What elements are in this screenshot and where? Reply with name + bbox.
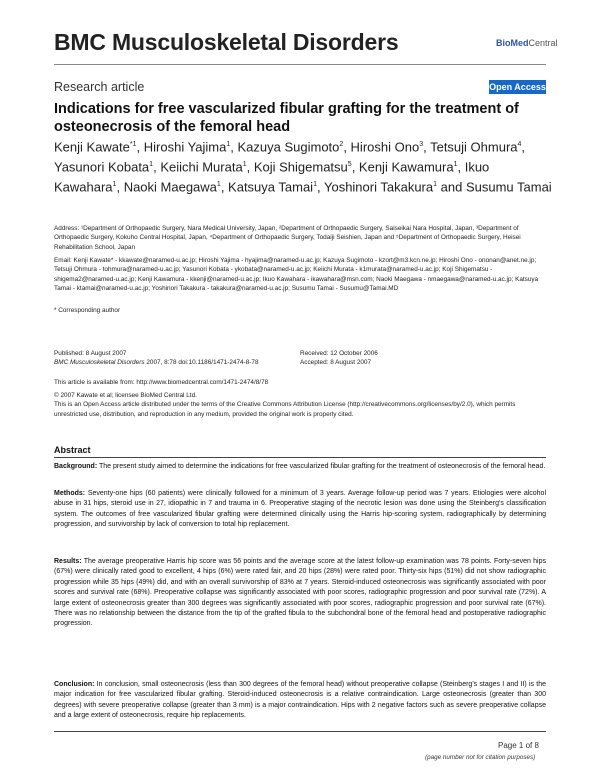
copyright-block [54,391,549,419]
author-affiliation: 1 [242,160,247,168]
author-name: Hiroshi Yajima [143,139,227,155]
author-name: Kazuya Sugimoto [237,139,340,155]
journal-title: BMC Musculoskeletal Disorders [54,29,399,55]
author-affiliation: 1 [149,160,154,168]
author-name: Kenji Kawate [54,139,130,155]
article-type: Research article [54,80,145,94]
author-affiliation: 1 [433,180,438,188]
author-affiliation: 1 [112,180,117,188]
abstract-results [54,557,546,630]
author-affiliation: 1 [216,180,221,188]
affiliations: Address: ¹Department of Orthopaedic Surgery, Nara Medical University, Japan, ²Department of Orthopaedic Surgery, Saiseikai Nara Hospital, Japan, ³Department of Orthopaedic Surgery, Kokuho Central Hospital, Japan, ⁴Department of Orthopaedic Surgery, Todaiji Seishien, Japan and ⁵Department of Orthopaedic Surgery, Heisei Rehabilitation School, Japan [54,225,521,251]
logo-brand: BioMed [496,38,529,48]
article-title: Indications for free vascularized fibular grafting for the treatment of osteonecrosis of the femoral head [54,101,519,135]
author-and: and [437,178,466,194]
published-date: Published: 8 August 2007 [54,350,127,357]
copyright-line: © 2007 Kawate et al; licensee BioMed Central Ltd. [54,392,197,399]
abstract-methods [54,489,546,531]
author-name: Susumu Tamai [465,178,552,194]
author-name: Yoshinori Takakura [323,178,434,194]
author-affiliation: 1 [453,160,458,168]
methods-text: Seventy-one hips (60 patients) were clinically followed for a minimum of 3 years. Average follow-up period was 7 years. Etiologies were alcohol abuse in 31 hips, steroid use in 27, idiopathic in 7 and trauma in 6. Preoperative staging of the necrotic lesion was done using the Steinberg's classification system. The outcomes of free vascularized fibular grafting were determined clinically using the Harris hip-scoring system, radiographically by determining progression, and survivorship by lack of conversion to total hip replacement. [54,490,546,529]
citation-details: 2007, 8:78 doi:10.1186/1471-2474-8-78 [144,359,259,367]
author-name: Hiroshi Ono [350,139,420,155]
methods-label: Methods: [54,490,86,497]
availability-link[interactable]: This article is available from: http://www.biomedcentral.com/1471-2474/8/78 [54,379,269,386]
biomed-central-logo [496,38,558,48]
license-text: This is an Open Access article distributed under the terms of the Creative Commons Attribution License (http://creativecommons.org/licenses/by/2.0), which permits unrestricted use, distribution, and reproduction in any medium, provided the original work is properly cited. [54,401,516,418]
page-note: (page number not for citation purposes) [425,754,536,761]
abstract-bottom-rule [54,731,546,732]
author-name: Tetsuji Ohmura [430,139,518,155]
author-name: Kenji Kawamura [358,159,454,175]
author-affiliation: 4 [517,141,522,148]
conclusion-text: In conclusion, small osteonecrosis (less than 300 degrees of the femoral head) without preoperative collapse (Steinberg's stages I and II) is the major indication for free vascularized fibular grafting. Steroid-induced osteonecrosis is a relative contraindication. Large osteonecrosis (greater than 300 degrees) with severe preoperative collapse (greater than 3 mm) is a major contraindication. Hips with 2 negative factors such as severe preoperative collapse and a large extent of osteonecrosis, require hip replacements. [54,681,546,720]
submission-dates [300,349,500,368]
conclusion-label: Conclusion: [54,681,95,688]
results-label: Results: [54,558,82,565]
open-access-badge: Open Access [489,82,546,92]
author-affiliation: 2 [339,141,344,148]
author-name: Yasunori Kobata [54,159,150,175]
abstract-conclusion [54,680,546,722]
results-text: The average preoperative Harris hip score was 56 points and the average score at the latest follow-up examination was 78 points. Forty-seven hips (67%) were clinically rated good to excellent, 4 hips (6%) were rated fair, and 20 hips (28%) were rated poor. Thirty-six hips (51%) did not show radiographic progression while 35 hips (49%) did, and with an overall survivorship of 83% at 7 years. Steroid-induced osteonecrosis was significantly associated with poor scores and survival rate (68%). Preoperative collapse was significantly associated with poor scores, radiographic progression and poor survival rate (72%). A large extent of osteonecrosis greater than 300 degrees was significantly associated with poor scores, radiographic progression and poor survival rate (67%). There was no relationship between the distance from the tip of the grafted fibula to the subchondral bone of the femoral head and postoperative radiographic progression. [54,558,546,628]
abstract-top-rule [54,457,546,458]
citation-journal: BMC Musculoskeletal Disorders [54,359,145,367]
author-name: Ikuo Kawahara [54,159,490,194]
author-name: Katsuya Tamai [228,178,314,194]
author-affiliation: 5 [347,160,352,168]
author-affiliation: 3 [419,141,424,148]
background-text: The present study aimed to determine the indications for free vascularized fibular grafting for the treatment of osteonecrosis of the femoral head. [97,463,546,470]
background-label: Background: [54,463,98,470]
author-name: Naoki Maegawa [123,178,217,194]
accepted-date: Accepted: 8 August 2007 [300,359,372,367]
author-name: Koji Shigematsu [253,159,348,175]
abstract-heading: Abstract [54,445,91,455]
author-affiliation: 1 [313,180,317,188]
abstract-background [54,462,546,472]
author-affiliation: 1 [226,141,231,148]
header-divider [54,64,546,65]
logo-central: Central [528,38,558,48]
author-list: Kenji Kawate$^{*1}$, Hiroshi Yajima$^1$, Kazuya Sugimoto$^2$, Hiroshi Ono$^3$, Tetsuji Ohmura$^4$, Yasunori Kobata$^1$, Keiichi Murata$^1$, Koji Shigematsu$^5$, Kenji Kawamura$^1$, Ikuo Kawahara$^1$, Naoki Maegawa$^1$, Katsuya Tamai$^1$, Yoshinori Takakura$^1$ and Susumu Tamai [54,139,552,194]
author-affiliation: *1 [129,141,137,148]
author-emails: Email: Kenji Kawate* - kkawate@naramed-u.ac.jp; Hiroshi Yajima - hyajima@naramed-u.ac.jp; Kazuya Sugimoto - kzort@m3.kcn.ne.jp; Hiroshi Ono - ononan@anet.ne.jp; Tetsuji Ohmura - tohmura@naramed-u.ac.jp; Yasunori Kobata - ykobata@naramed-u.ac.jp; Keiichi Murata - k1murata@naramed-u.ac.jp; Koji Shigematsu - shigema2@naramed-u.ac.jp; Kenji Kawamura - kkenji@naramed-u.ac.jp; Ikuo Kawahara - ikawahara@msn.com; Naoki Maegawa - nmaegawa@naramed-u.ac.jp; Katsuya Tamai - ktamai@naramed-u.ac.jp; Yoshinori Takakura - takakura@naramed-u.ac.jp; Susumu Tamai - Susumu@Tamai.MD [54,257,539,292]
corresponding-author-note: * Corresponding author [54,307,121,314]
page-number: Page 1 of 8 [498,741,539,750]
author-name: Keiichi Murata [160,159,243,175]
received-date: Received: 12 October 2006 [300,350,378,357]
